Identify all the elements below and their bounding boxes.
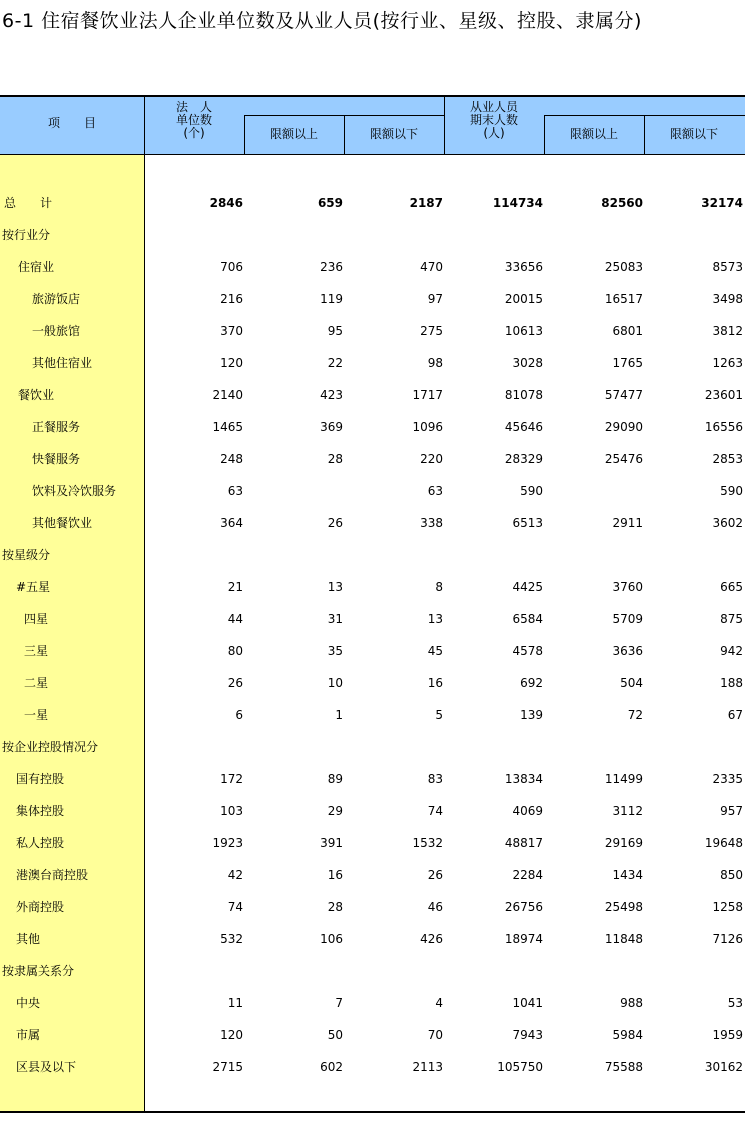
- row-value: 45646: [504, 420, 543, 434]
- table-row: [0, 603, 745, 635]
- row-value: 1717: [412, 388, 443, 402]
- row-label: 住宿业: [18, 260, 55, 274]
- row-value: 11499: [604, 772, 643, 786]
- row-value: 248: [220, 452, 243, 466]
- row-value: 103: [220, 804, 243, 818]
- row-value: 21: [227, 580, 243, 594]
- row-value: 28329: [504, 452, 543, 466]
- header-item: 项 目: [47, 116, 96, 130]
- row-label: 私人控股: [16, 836, 65, 850]
- row-value: 26: [227, 676, 243, 690]
- table-row: [0, 699, 745, 731]
- row-value: 26756: [504, 900, 543, 914]
- table-row: [0, 315, 745, 347]
- row-value: 426: [420, 932, 443, 946]
- row-label: 区县及以下: [16, 1060, 77, 1074]
- row-value: 20015: [504, 292, 543, 306]
- row-value: 6801: [612, 324, 643, 338]
- row-value: 10613: [504, 324, 543, 338]
- row-value: 3498: [712, 292, 743, 306]
- row-value: 7126: [712, 932, 743, 946]
- row-value: 220: [420, 452, 443, 466]
- row-value: 602: [320, 1060, 343, 1074]
- row-value: 369: [320, 420, 343, 434]
- row-value: 74: [427, 804, 443, 818]
- row-value: 120: [220, 356, 243, 370]
- table-row: [0, 379, 745, 411]
- row-value: 119: [320, 292, 343, 306]
- row-value: 370: [220, 324, 243, 338]
- row-value: 2335: [712, 772, 743, 786]
- row-value: 50: [327, 1028, 343, 1042]
- row-value: 35: [327, 644, 343, 658]
- row-value: 57477: [604, 388, 643, 402]
- row-value: 470: [420, 260, 443, 274]
- row-value: 4069: [512, 804, 543, 818]
- row-value: 29090: [604, 420, 643, 434]
- row-value: 7943: [512, 1028, 543, 1042]
- header-bottom-border: [0, 154, 745, 155]
- row-value: 63: [427, 484, 443, 498]
- row-value: 18974: [504, 932, 543, 946]
- row-label: 四星: [24, 612, 49, 626]
- header-employees: [444, 101, 544, 140]
- row-value: 11848: [604, 932, 643, 946]
- table-row: [0, 891, 745, 923]
- row-value: 89: [327, 772, 343, 786]
- row-value: 11: [227, 996, 243, 1010]
- row-value: 46: [427, 900, 443, 914]
- row-value: 3602: [712, 516, 743, 530]
- row-value: 391: [320, 836, 343, 850]
- row-value: 30162: [704, 1060, 743, 1074]
- row-value: 31: [327, 612, 343, 626]
- row-value: 3028: [512, 356, 543, 370]
- row-label: 市属: [16, 1028, 41, 1042]
- header-employees-line3: (人): [483, 126, 505, 140]
- table-row: [0, 443, 745, 475]
- row-value: 338: [420, 516, 443, 530]
- row-value: 590: [520, 484, 543, 498]
- row-value: 72: [627, 708, 643, 722]
- row-value: 25083: [604, 260, 643, 274]
- row-label: 其他餐饮业: [32, 516, 93, 530]
- row-value: 44: [227, 612, 243, 626]
- row-value: 1532: [412, 836, 443, 850]
- row-value: 659: [317, 196, 343, 210]
- row-value: 1096: [412, 420, 443, 434]
- row-value: 2187: [409, 196, 443, 210]
- row-value: 26: [427, 868, 443, 882]
- row-value: 28: [327, 452, 343, 466]
- row-value: 42: [227, 868, 243, 882]
- row-value: 692: [520, 676, 543, 690]
- row-value: 10: [327, 676, 343, 690]
- header-legal-above: 限额以上: [269, 127, 318, 141]
- row-value: 16: [327, 868, 343, 882]
- table-row: [0, 187, 745, 219]
- row-label: 餐饮业: [18, 388, 55, 402]
- row-label: 二星: [24, 676, 49, 690]
- row-value: 75588: [604, 1060, 643, 1074]
- table-row: [0, 539, 745, 571]
- row-label: 总 计: [4, 196, 53, 210]
- row-label: 正餐服务: [32, 420, 81, 434]
- row-label: 港澳台商控股: [16, 868, 89, 882]
- row-value: 2715: [212, 1060, 243, 1074]
- row-value: 590: [720, 484, 743, 498]
- row-label: 一星: [24, 708, 49, 722]
- row-value: 1263: [712, 356, 743, 370]
- header-legal-units-line2: 单位数: [175, 113, 212, 127]
- row-label: 外商控股: [16, 900, 65, 914]
- row-value: 275: [420, 324, 443, 338]
- row-value: 80: [227, 644, 243, 658]
- row-value: 3636: [612, 644, 643, 658]
- table-row: [0, 475, 745, 507]
- header-employees-above: 限额以上: [569, 127, 618, 141]
- table-row: [0, 283, 745, 315]
- row-value: 2846: [209, 196, 243, 210]
- row-value: 28: [327, 900, 343, 914]
- row-value: 1041: [512, 996, 543, 1010]
- row-value: 5709: [612, 612, 643, 626]
- row-label: 按星级分: [2, 548, 51, 562]
- table-row: [0, 251, 745, 283]
- header-employees-below: 限额以下: [669, 127, 718, 141]
- row-value: 3812: [712, 324, 743, 338]
- header-legal-units: [144, 101, 244, 140]
- row-value: 1959: [712, 1028, 743, 1042]
- table-row: [0, 667, 745, 699]
- row-value: 850: [720, 868, 743, 882]
- row-value: 1465: [212, 420, 243, 434]
- table-row: [0, 731, 745, 763]
- table-row: [0, 827, 745, 859]
- row-value: 1: [335, 708, 343, 722]
- row-label: 国有控股: [16, 772, 65, 786]
- row-value: 19648: [704, 836, 743, 850]
- row-value: 23601: [704, 388, 743, 402]
- row-value: 45: [427, 644, 443, 658]
- row-value: 13: [427, 612, 443, 626]
- row-value: 6513: [512, 516, 543, 530]
- row-value: 188: [720, 676, 743, 690]
- row-value: 988: [620, 996, 643, 1010]
- row-label: 旅游饭店: [32, 292, 81, 306]
- row-value: 63: [227, 484, 243, 498]
- table-row: [0, 859, 745, 891]
- row-value: 665: [720, 580, 743, 594]
- row-value: 22: [327, 356, 343, 370]
- row-value: 5984: [612, 1028, 643, 1042]
- row-value: 2284: [512, 868, 543, 882]
- row-label: 集体控股: [16, 804, 65, 818]
- row-value: 1434: [612, 868, 643, 882]
- row-value: 82560: [601, 196, 643, 210]
- table-row: [0, 1051, 745, 1083]
- row-label: 其他住宿业: [32, 356, 93, 370]
- row-value: 97: [427, 292, 443, 306]
- row-label: 按隶属关系分: [2, 964, 75, 978]
- row-label: 三星: [24, 644, 49, 658]
- header-employees-line1: 从业人员: [469, 100, 518, 114]
- row-label: 按行业分: [2, 228, 51, 242]
- table-row: [0, 955, 745, 987]
- row-value: 29: [327, 804, 343, 818]
- row-label: #五星: [16, 580, 51, 594]
- row-value: 2113: [412, 1060, 443, 1074]
- row-value: 2140: [212, 388, 243, 402]
- table-row: [0, 795, 745, 827]
- row-value: 364: [220, 516, 243, 530]
- row-value: 2853: [712, 452, 743, 466]
- row-value: 6584: [512, 612, 543, 626]
- table-row: [0, 507, 745, 539]
- table-row: [0, 987, 745, 1019]
- row-label: 一般旅馆: [32, 324, 81, 338]
- table-row: [0, 347, 745, 379]
- row-value: 16556: [704, 420, 743, 434]
- header-employees-line2: 期末人数: [469, 113, 518, 127]
- row-value: 25476: [604, 452, 643, 466]
- row-value: 5: [435, 708, 443, 722]
- row-label: 中央: [16, 996, 41, 1010]
- row-value: 13: [327, 580, 343, 594]
- row-value: 3760: [612, 580, 643, 594]
- row-value: 26: [327, 516, 343, 530]
- table-row: [0, 219, 745, 251]
- row-value: 6: [235, 708, 243, 722]
- row-value: 32174: [701, 196, 743, 210]
- row-value: 83: [427, 772, 443, 786]
- row-label: 饮料及冷饮服务: [32, 484, 117, 498]
- row-value: 8: [435, 580, 443, 594]
- row-value: 4425: [512, 580, 543, 594]
- table-row: [0, 635, 745, 667]
- header-legal-units-line3: (个): [183, 126, 205, 140]
- table-row: [0, 571, 745, 603]
- row-value: 98: [427, 356, 443, 370]
- row-value: 2911: [612, 516, 643, 530]
- row-value: 4578: [512, 644, 543, 658]
- row-value: 70: [427, 1028, 443, 1042]
- row-value: 33656: [504, 260, 543, 274]
- row-value: 29169: [604, 836, 643, 850]
- row-value: 8573: [712, 260, 743, 274]
- row-value: 1258: [712, 900, 743, 914]
- row-value: 706: [220, 260, 243, 274]
- row-value: 25498: [604, 900, 643, 914]
- row-value: 139: [520, 708, 543, 722]
- row-value: 216: [220, 292, 243, 306]
- row-value: 114734: [492, 196, 543, 210]
- table-row: [0, 411, 745, 443]
- row-value: 957: [720, 804, 743, 818]
- table-row: [0, 923, 745, 955]
- row-value: 4: [435, 996, 443, 1010]
- header-legal-below: 限额以下: [369, 127, 418, 141]
- row-value: 236: [320, 260, 343, 274]
- row-value: 106: [320, 932, 343, 946]
- row-value: 16: [427, 676, 443, 690]
- row-label: 按企业控股情况分: [2, 740, 99, 754]
- table-bottom-border: [0, 1111, 745, 1113]
- row-value: 48817: [504, 836, 543, 850]
- row-value: 1923: [212, 836, 243, 850]
- row-value: 74: [227, 900, 243, 914]
- row-label: 其他: [16, 932, 41, 946]
- row-value: 942: [720, 644, 743, 658]
- row-value: 120: [220, 1028, 243, 1042]
- row-value: 532: [220, 932, 243, 946]
- row-value: 3112: [612, 804, 643, 818]
- row-value: 16517: [604, 292, 643, 306]
- row-value: 105750: [497, 1060, 543, 1074]
- row-value: 95: [327, 324, 343, 338]
- table-row: [0, 763, 745, 795]
- row-value: 13834: [504, 772, 543, 786]
- header-legal-units-line1: 法 人: [175, 100, 212, 114]
- row-value: 423: [320, 388, 343, 402]
- row-value: 81078: [504, 388, 543, 402]
- page-title: 6-1 住宿餐饮业法人企业单位数及从业人员(按行业、星级、控股、隶属分): [2, 10, 642, 32]
- table-row: [0, 1019, 745, 1051]
- row-value: 53: [727, 996, 743, 1010]
- row-value: 67: [727, 708, 743, 722]
- row-value: 1765: [612, 356, 643, 370]
- statistics-table: [0, 95, 745, 1113]
- row-value: 875: [720, 612, 743, 626]
- row-value: 504: [620, 676, 643, 690]
- row-value: 172: [220, 772, 243, 786]
- table-top-border: [0, 95, 745, 97]
- row-value: 7: [335, 996, 343, 1010]
- row-label: 快餐服务: [32, 452, 81, 466]
